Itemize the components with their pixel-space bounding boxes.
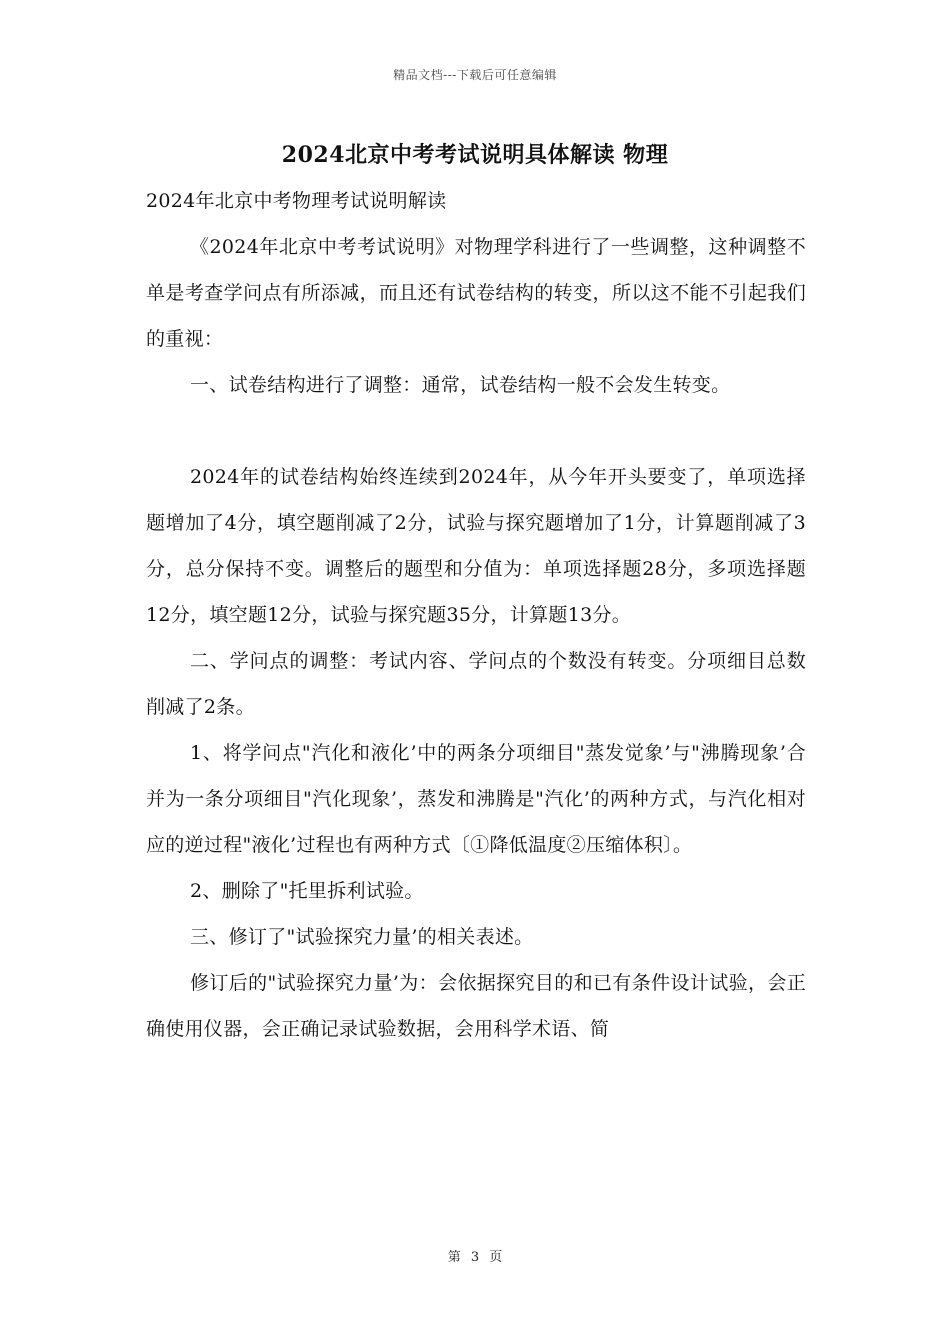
paragraph-item-one: 1、将学问点"汽化和液化’中的两条分项细目"蒸发觉象’与"沸腾现象’合并为一条分项细目"汽化现象’，蒸发和沸腾是"汽化’的两种方式，与汽化相对应的逆过程"液化’过程也有两种方式〔①降低温度②压缩体积〕。	[146, 742, 806, 856]
paragraph-intro: 《2024年北京中考考试说明》对物理学科进行了一些调整，这种调整不单是考查学问点有所添减，而且还有试卷结构的转变，所以这不能不引起我们的重视：	[146, 236, 806, 350]
paragraph-section-three: 三、修订了"试验探究力量’的相关表述。	[190, 926, 534, 948]
paragraph-structure-detail: 2024年的试卷结构始终连续到2024年，从今年开头要变了，单项选择题增加了4分，填空题削减了2分，试验与探究题增加了1分，计算题削减了3分，总分保持不变。调整后的题型和分值为：单项选择题28分，多项选择题12分，填空题12分，试验与探究题35分，计算题13分。	[146, 466, 806, 626]
paragraph-section-one: 一、试卷结构进行了调整：通常，试卷结构一般不会发生转变。	[190, 374, 731, 396]
page-footer-prefix: 第	[447, 1250, 461, 1265]
page-footer	[0, 1246, 950, 1265]
paragraph-section-two: 二、学问点的调整：考试内容、学问点的个数没有转变。分项细目总数削减了2条。	[146, 650, 806, 718]
document-subtitle: 2024年北京中考物理考试说明解读	[146, 190, 447, 212]
page-header: 精品文档---下载后可任意编辑	[393, 68, 557, 82]
paragraph-item-two: 2、删除了"托里拆利试验。	[190, 880, 424, 902]
page-footer-suffix: 页	[489, 1250, 503, 1265]
document-title: 2024北京中考考试说明具体解读 物理	[281, 142, 669, 168]
paragraph-revised-ability: 修订后的"试验探究力量’为：会依据探究目的和已有条件设计试验，会正确使用仪器，会正确记录试验数据，会用科学术语、简	[146, 972, 806, 1040]
document-body	[146, 178, 806, 1052]
page-number: 3	[470, 1250, 480, 1265]
